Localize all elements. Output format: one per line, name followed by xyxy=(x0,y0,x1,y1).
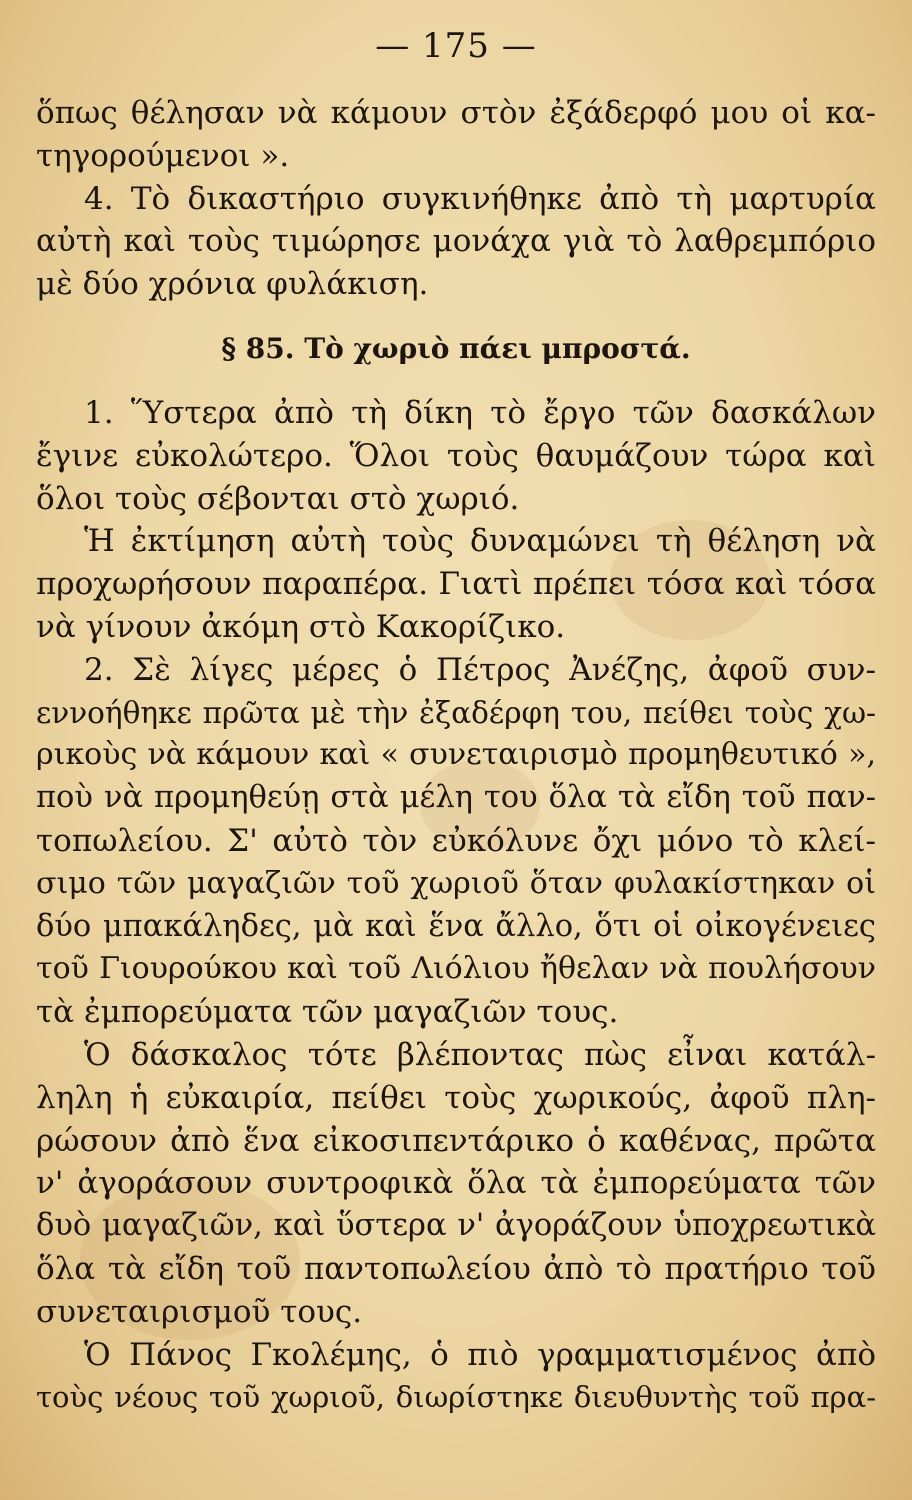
text-line: ρώσουν ἀπὸ ἕνα εἰκοσιπεντάρικο ὁ καθένας, πρῶτα xyxy=(36,1122,876,1159)
text-line: σιμο τῶν μαγαζιῶν τοῦ χωριοῦ ὅταν φυλακίστηκαν οἱ xyxy=(36,865,876,901)
page-number: — 175 — xyxy=(375,26,537,66)
text-line: Ὁ δάσκαλος τότε βλέποντας πὼς εἶναι κατάλ- xyxy=(84,1036,876,1073)
text-line: αὐτὴ καὶ τοὺς τιμώρησε μονάχα γιὰ τὸ λαθρεμπόριο xyxy=(36,223,876,260)
text-line: δύο μπακάληδες, μὰ καὶ ἕνα ἄλλο, ὅτι οἱ οἰκογένειες xyxy=(36,908,876,944)
text-line: ληλη ἡ εὐκαιρία, πείθει τοὺς χωρικούς, ἀφοῦ πλη- xyxy=(36,1079,876,1116)
text-line: 2. Σὲ λίγες μέρες ὁ Πέτρος Ἀνέζης, ἀφοῦ συν- xyxy=(84,651,876,688)
text-line: Ἡ ἐκτίμηση αὐτὴ τοὺς δυναμώνει τὴ θέληση νὰ xyxy=(84,523,876,560)
text-line: ποὺ νὰ προμηθεύῃ στὰ μέλη του ὅλα τὰ εἴδη τοῦ παν- xyxy=(36,780,876,816)
text-line: ὅλοι τοὺς σέβονται στὸ χωριό. xyxy=(36,480,520,517)
text-line: Ὁ Πάνος Γκολέμης, ὁ πιὸ γραμματισμένος ἀπὸ xyxy=(84,1336,876,1373)
text-line: μὲ δύο χρόνια φυλάκιση. xyxy=(36,266,429,303)
text-line: 1. Ὕστερα ἀπὸ τὴ δίκη τὸ ἔργο τῶν δασκάλων xyxy=(84,394,876,431)
text-line: τοὺς νέους τοῦ χωριοῦ, διωρίστηκε διευθυντὴς τοῦ πρα- xyxy=(36,1380,876,1415)
text-line: συνεταιρισμοῦ τους. xyxy=(36,1293,363,1330)
text-line: ὅλα τὰ εἴδη τοῦ παντοπωλείου ἀπὸ τὸ πρατήριο τοῦ xyxy=(36,1250,876,1287)
text-line: 4. Τὸ δικαστήριο συγκινήθηκε ἀπὸ τὴ μαρτυρία xyxy=(84,180,876,217)
text-line: ν' ἀγοράσουν συντροφικὰ ὅλα τὰ ἐμπορεύματα τῶν xyxy=(36,1165,876,1202)
text-line: τὰ ἐμπορεύματα τῶν μαγαζιῶν τους. xyxy=(36,994,619,1031)
text-line: τηγορούμενοι ». xyxy=(36,137,290,174)
page-text xyxy=(36,92,876,1419)
text-line: τοῦ Γιουρούκου καὶ τοῦ Λιόλιου ἤθελαν νὰ πουλήσουν xyxy=(36,951,876,987)
text-line: εννοήθηκε πρῶτα μὲ τὴν ἐξαδέρφη του, πείθει τοὺς χω- xyxy=(36,695,876,730)
text-line: τοπωλείου. Σ' αὐτὸ τὸν εὐκόλυνε ὄχι μόνο τὸ κλεί- xyxy=(36,822,876,859)
text-line: ὅπως θέλησαν νὰ κάμουν στὸν ἐξάδερφό μου οἱ κα- xyxy=(36,95,876,131)
text-line: δυὸ μαγαζιῶν, καὶ ὕστερα ν' ἀγοράζουν ὑποχρεωτικὰ xyxy=(36,1208,876,1244)
text-line: ἔγινε εὐκολώτερο. Ὅλοι τοὺς θαυμάζουν τώρα καὶ xyxy=(36,437,876,474)
text-line: νὰ γίνουν ἀκόμη στὸ Κακορίζικο. xyxy=(36,608,566,645)
text-line: προχωρήσουν παραπέρα. Γιατὶ πρέπει τόσα καὶ τόσα xyxy=(36,566,876,603)
text-line: ρικοὺς νὰ κάμουν καὶ « συνεταιρισμὸ προμηθευτικό », xyxy=(36,737,876,773)
section-heading: § 85. Τὸ χωριὸ πάει μπροστά. xyxy=(221,331,691,365)
